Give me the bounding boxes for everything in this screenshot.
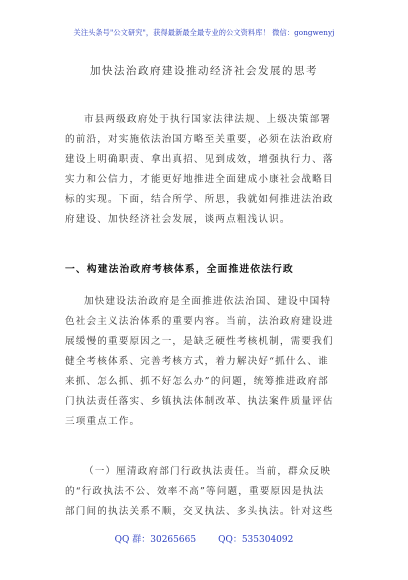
qq-contact-text: QQ：535304092 xyxy=(218,535,294,545)
paragraph-line: 实力和公信力，才能更好地推进全面建成小康社会战略目 xyxy=(65,174,334,185)
paragraph-line: 门执法责任落实、乡镇执法体制改革、执法案件质量评估 xyxy=(65,396,334,407)
page-title: 加快法治政府建设推动经济社会发展的思考 xyxy=(90,65,318,77)
paragraph-line: 市县两级政府处于执行国家法律法规、上级决策部署 xyxy=(84,114,332,125)
paragraph-line: 加快建设法治政府是全面推进依法治国、建设中国特 xyxy=(84,296,332,307)
paragraph-line: 的“行政执法不公、效率不高”等问题，重要原因是执法 xyxy=(65,486,325,497)
paragraph-line: 色社会主义法治体系的重要内容。当前，法治政府建设进 xyxy=(65,316,334,327)
paragraph-line: 标的实现。下面，结合所学、所思，我就如何推进法治政 xyxy=(65,194,334,205)
paragraph-line: 三项重点工作。 xyxy=(65,416,141,427)
section-paragraph xyxy=(65,292,343,432)
paragraph-line: 来抓、怎么抓、抓不好怎么办”的问题，统筹推进政府部 xyxy=(65,376,329,387)
paragraph-line: 府建设、加快经济社会发展，谈两点粗浅认识。 xyxy=(65,214,291,225)
paragraph-line: （一）厘清政府部门行政执法责任。当前，群众反映 xyxy=(84,466,332,477)
qq-group-text: QQ 群：30265665 xyxy=(114,535,197,545)
header-banner: 关注头条号"公文研究"，获得最新最全最专业的公文资料库！ 微信：gongwenyj xyxy=(73,28,335,37)
footer-contact xyxy=(0,532,408,545)
paragraph-line: 的前沿，对实施依法治国方略至关重要，必须在法治政府 xyxy=(65,134,334,145)
paragraph-line: 展缓慢的重要原因之一，是缺乏硬性考核机制，需要我们 xyxy=(65,336,334,347)
section-heading: 一、构建法治政府考核体系，全面推进依法行政 xyxy=(65,264,294,275)
paragraph-line: 建设上明确职责、拿出真招、见到成效，增强执行力、落 xyxy=(65,154,334,165)
paragraph-line: 部门间的执法关系不顺，交叉执法、多头执法。针对这些 xyxy=(65,506,334,517)
intro-paragraph xyxy=(65,110,343,230)
subsection-paragraph xyxy=(65,462,343,522)
paragraph-line: 健全考核体系、完善考核方式，着力解决好“抓什么、谁 xyxy=(65,356,329,367)
